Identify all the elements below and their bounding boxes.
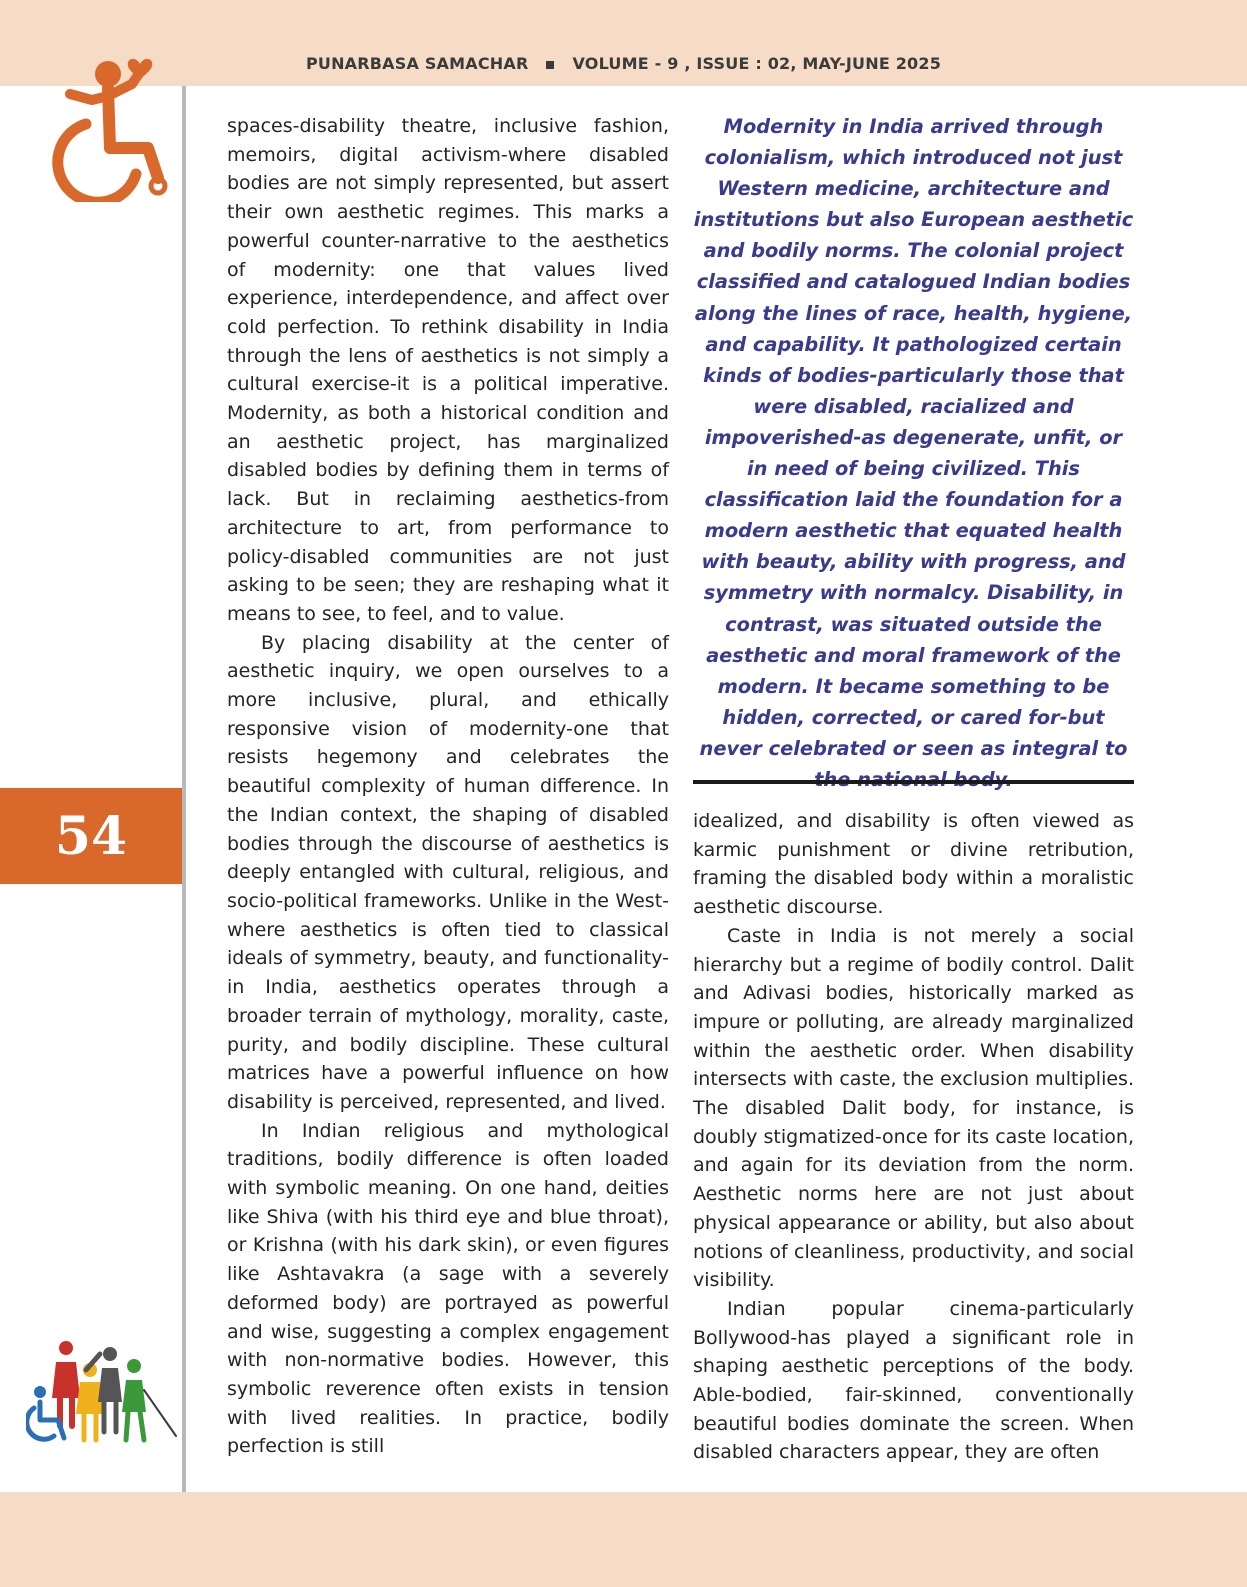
right-paragraph-3: Indian popular cinema-particularly Bollywood-has played a significant role in shaping aesthetic perceptions of the body. Able-bodied, fair-skinned, conventionally beautiful bodies dominate the screen. When disabled characters appear, they are often [693, 1297, 1134, 1464]
right-text-column [693, 807, 1134, 1467]
square-bullet-icon [546, 61, 554, 69]
wheelchair-person-heart-icon [48, 52, 168, 202]
pull-quote: Modernity in India arrived through colonialism, which introduced not just Western medicine, architecture and institutions but also European aesthetic and bodily norms. The colonial project classified and catalogued Indian bodies along the lines of race, health, hygiene, and capability. It pathologized certain kinds of bodies-particularly those that were disabled, racialized and impoverished-as degenerate, unfit, or in need of being civilized. This classification laid the foundation for a modern aesthetic that equated health with beauty, ability with progress, and symmetry with normalcy. Disability, in contrast, was situated outside the aesthetic and moral framework of the modern. It became something to be hidden, corrected, or cared for-but never celebrated or seen as integral to [693, 115, 1134, 760]
left-text-column [227, 112, 669, 1461]
page-number: 54 [0, 788, 182, 884]
publication-name: PUNARBASA SAMACHAR [305, 54, 529, 73]
pull-quote-divider [693, 780, 1134, 784]
running-header [0, 54, 1247, 73]
left-paragraph-2: By placing disability at the center of aesthetic inquiry, we open ourselves to a more inclusive, plural, and ethically responsive vision of modernity-one that resists hegemony and celebrates the beautiful complexity of human difference. In the Indian context, the shaping of disabled bodies through the discourse of aesthetics is deeply entangled with cultural, religious, and socio-political frameworks. Unlike in the West-where aesthetics is often tied to classical ideals of symmetry, beauty, and functionality-in India, aesthetics operates through a broader terrain of mythology, morality, caste, purity, and bodily discipline. These cultural matrices have a powerful influence on how disability is perceived, represented, and lived. [227, 631, 669, 1113]
footer-band [0, 1492, 1247, 1587]
right-paragraph-1: idealized, and disability is often viewed as karmic punishment or divine retribution, framing the disabled body within a moralistic aesthetic discourse. [693, 810, 1134, 919]
right-paragraph-2: Caste in India is not merely a social hierarchy but a regime of bodily control. Dalit and Adivasi bodies, historically marked as impure or polluting, are already marginalized within the aesthetic order. When disability intersects with caste, the exclusion multiplies. The disabled Dalit body, for instance, is doubly stigmatized-once for its caste location, and again for its deviation from the norm. Aesthetic norms here are not just about physical appearance or ability, but also about notions of cleanliness, productivity, and social visibility. [693, 924, 1134, 1292]
left-vertical-rule [182, 86, 186, 1492]
diverse-disability-group-icon [26, 1340, 186, 1450]
left-paragraph-1: spaces-disability theatre, inclusive fashion, memoirs, digital activism-where disabled bodies are not simply represented, but assert their own aesthetic regimes. This marks a powerful counter-narrative to the aesthetics of modernity: one that values lived experience, interdependence, and affect over cold perfection. To rethink disability in India through the lens of aesthetics is not simply a cultural exercise-it is a political imperative. Modernity, as both a historical condition and an aesthetic project, has marginalized disabled bodies by defining them in terms of lack. But in reclaiming aesthetics-from architecture to art, from performance to policy-disabled communities are not just asking to be seen; they are reshaping what it means to see, to feel, and to value. [227, 115, 669, 625]
left-paragraph-3: In Indian religious and mythological traditions, bodily difference is often loaded with symbolic meaning. On one hand, deities like Shiva (with his third eye and blue throat), or Krishna (with his dark skin), or even figures like Ashtavakra (a sage with a severely deformed body) are portrayed as powerful and wise, suggesting a complex engagement with non-normative bodies. However, this symbolic reverence often exists in tension with lived realities. In practice, bodily perfection is still [227, 1119, 669, 1458]
header-band [0, 0, 1247, 86]
issue-info: VOLUME - 9 , ISSUE : 02, MAY-JUNE 2025 [572, 54, 942, 73]
